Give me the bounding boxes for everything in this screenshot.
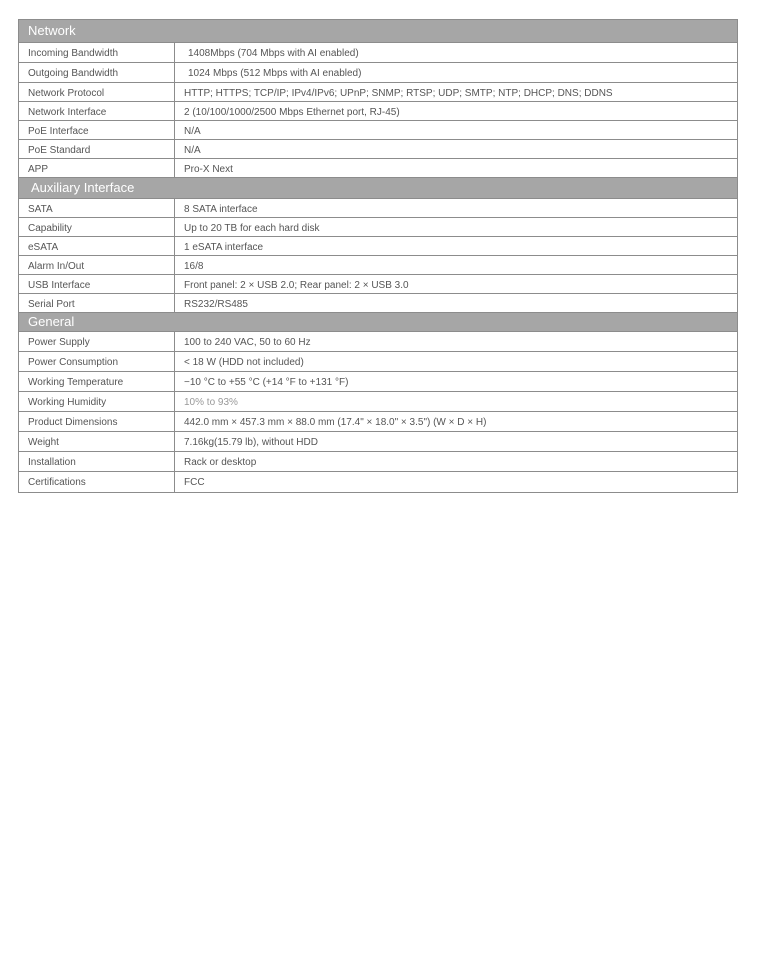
row-label: Power Consumption [19,352,175,371]
row-value: HTTP; HTTPS; TCP/IP; IPv4/IPv6; UPnP; SNMP; RTSP; UDP; SMTP; NTP; DHCP; DNS; DDNS [184,88,613,99]
table-row [19,199,737,218]
table-row [19,43,737,63]
table-row [19,63,737,83]
row-label: Incoming Bandwidth [19,43,175,62]
row-value: Up to 20 TB for each hard disk [184,223,320,234]
row-label: Product Dimensions [19,412,175,431]
row-label: Certifications [19,472,175,492]
row-value: −10 °C to +55 °C (+14 °F to +131 °F) [184,377,349,388]
table-row [19,294,737,313]
row-value: FCC [184,477,205,488]
row-label: SATA [19,199,175,217]
table-row [19,472,737,492]
row-label: Network Protocol [19,83,175,101]
row-label: Alarm In/Out [19,256,175,274]
table-row [19,412,737,432]
row-value: 1 eSATA interface [184,242,264,253]
table-row [19,432,737,452]
row-label: APP [19,159,175,177]
row-label: Power Supply [19,332,175,351]
table-row [19,256,737,275]
row-value: < 18 W (HDD not included) [184,357,304,368]
table-row [19,452,737,472]
row-value: 7.16kg(15.79 lb), without HDD [184,437,318,448]
table-row [19,102,737,121]
row-label: PoE Interface [19,121,175,139]
row-label: Working Humidity [19,392,175,411]
row-label: Weight [19,432,175,451]
section-header-network: Network [19,20,737,43]
table-row [19,237,737,256]
row-value: RS232/RS485 [184,299,248,310]
row-label: Capability [19,218,175,236]
row-label: Installation [19,452,175,471]
table-row [19,159,737,178]
row-value: N/A [184,126,201,137]
row-value: Front panel: 2 × USB 2.0; Rear panel: 2 × USB 3.0 [184,280,409,291]
row-value: 1408Mbps (704 Mbps with AI enabled) [188,48,359,59]
row-value: 1024 Mbps (512 Mbps with AI enabled) [188,68,362,79]
table-row [19,140,737,159]
section-header-general: General [19,313,737,332]
row-value: 8 SATA interface [184,204,258,215]
table-row [19,372,737,392]
row-label: Outgoing Bandwidth [19,63,175,82]
table-row [19,275,737,294]
table-row [19,352,737,372]
row-label: Network Interface [19,102,175,120]
row-value: 100 to 240 VAC, 50 to 60 Hz [184,337,311,348]
table-row [19,392,737,412]
row-label: Working Temperature [19,372,175,391]
row-value: N/A [184,145,201,156]
table-row [19,121,737,140]
row-value: 2 (10/100/1000/2500 Mbps Ethernet port, RJ-45) [184,107,400,118]
row-value: Pro-X Next [184,164,233,175]
row-label: USB Interface [19,275,175,293]
row-value: 442.0 mm × 457.3 mm × 88.0 mm (17.4" × 18.0" × 3.5") (W × D × H) [184,417,487,428]
row-value: Rack or desktop [184,457,257,468]
row-value: 10% to 93% [184,397,238,408]
row-value: 16/8 [184,261,204,272]
table-row [19,218,737,237]
row-label: eSATA [19,237,175,255]
spec-table [18,19,738,493]
row-label: PoE Standard [19,140,175,158]
table-row [19,83,737,102]
table-row [19,332,737,352]
row-label: Serial Port [19,294,175,312]
section-header-auxiliary-interface: Auxiliary Interface [19,178,737,199]
